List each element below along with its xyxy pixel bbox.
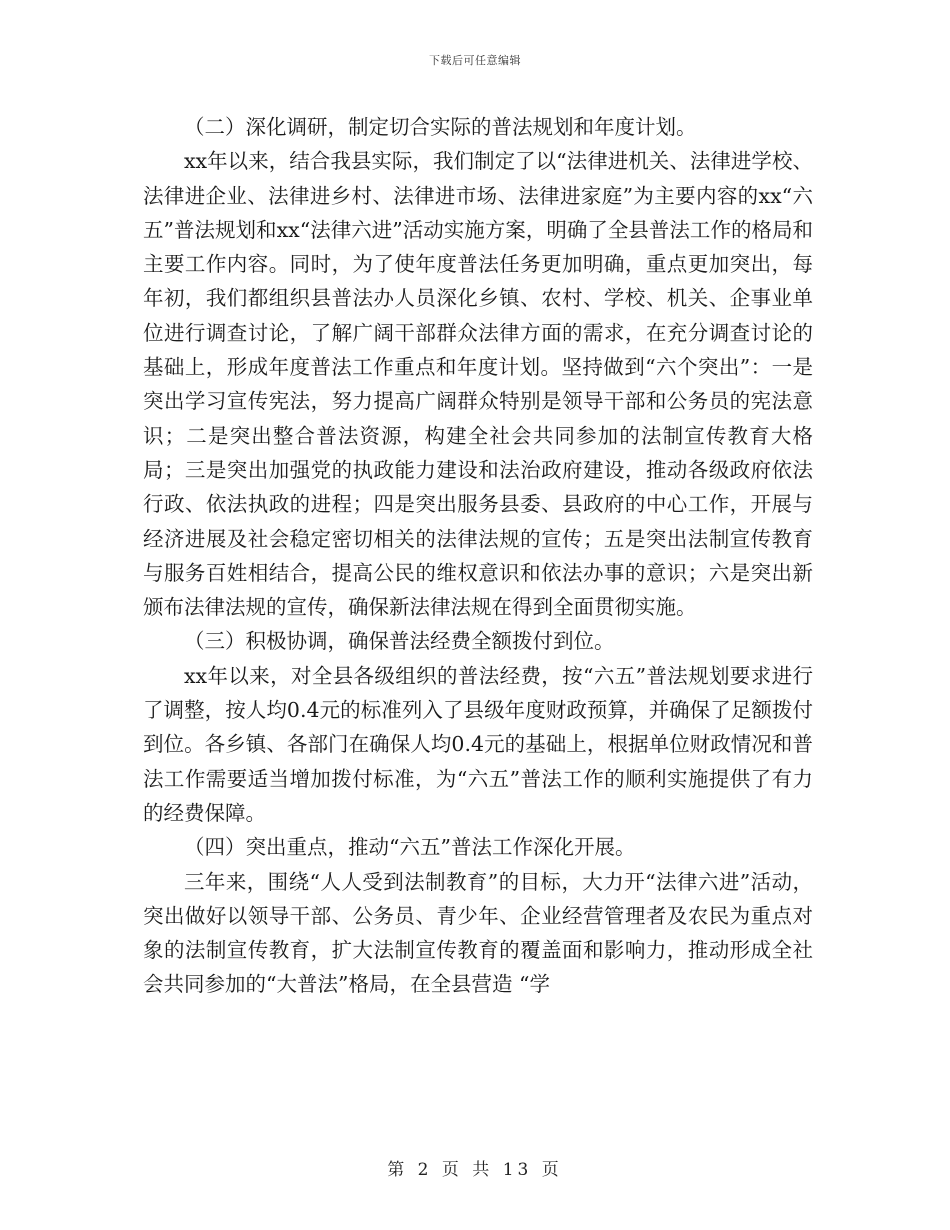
- current-page-number: 2: [417, 1160, 433, 1180]
- page-header: 下载后可任意编辑: [429, 54, 521, 67]
- body-paragraph: 三年来，围绕“人人受到法制教育”的目标，大力开“法律六进”活动，突出做好以领导干部、公务员、青少年、企业经营管理者及农民为重点对象的法制宣传教育，扩大法制宣传教育的覆盖面和影响力，推动形成全社会共同参加的“大普法”格局，在全县营造 “学: [143, 869, 813, 997]
- body-paragraph: xx年以来，对全县各级组织的普法经费，按“六五”普法规划要求进行了调整，按人均0.4元的标准列入了县级年度财政预算，并确保了足额拨付到位。各乡镇、各部门在确保人均0.4元的基础上，根据单位财政情况和普法工作需要适当增加拨付标准，为“六五”普法工作的顺利实施提供了有力的经费保障。: [143, 663, 813, 825]
- footer-prefix: 第: [387, 1160, 409, 1180]
- footer-middle: 页 共: [441, 1160, 494, 1180]
- total-page-count: 13: [502, 1160, 533, 1180]
- body-paragraph: xx年以来，结合我县实际，我们制定了以“法律进机关、法律进学校、法律进企业、法律进乡村、法律进市场、法律进家庭”为主要内容的xx“六五”普法规划和xx“法律六进”活动实施方案，明确了全县普法工作的格局和主要工作内容。同时，为了使年度普法任务更加明确，重点更加突出，每年初，我们都组织县普法办人员深化乡镇、农村、学校、机关、企事业单位进行调查讨论，了解广阔干部群众法律方面的需求，在充分调查讨论的基础上，形成年度普法工作重点和年度计划。坚持做到“六个突出”：一是突出学习宣传宪法，努力提高广阔群众特别是领导干部和公务员的宪法意识；二是突出整合普法资源，构建全社会共同参加的法制宣传教育大格局；三是突出加强党的执政能力建设和法治政府建设，推动各级政府依法行政、依法执政的进程；四是突出服务县委、县政府的中心工作，开展与经济进展及社会稳定密切相关的法律法规的宣传；五是突出法制宣传教育与服务百姓相结合，提高公民的维权意识和依法办事的意识；六是突出新颁布法律法规的宣传，确保新法律法规在得到全面贯彻实施。: [143, 149, 813, 620]
- page-footer: [0, 1155, 950, 1180]
- footer-suffix: 页: [541, 1160, 563, 1180]
- section-heading-3: （三）积极协调，确保普法经费全额拨付到位。: [184, 629, 615, 654]
- section-heading-4: （四）突出重点，推动“六五”普法工作深化开展。: [184, 835, 636, 860]
- document-body: [143, 110, 813, 1002]
- section-heading-2: （二）深化调研，制定切合实际的普法规划和年度计划。: [184, 115, 697, 139]
